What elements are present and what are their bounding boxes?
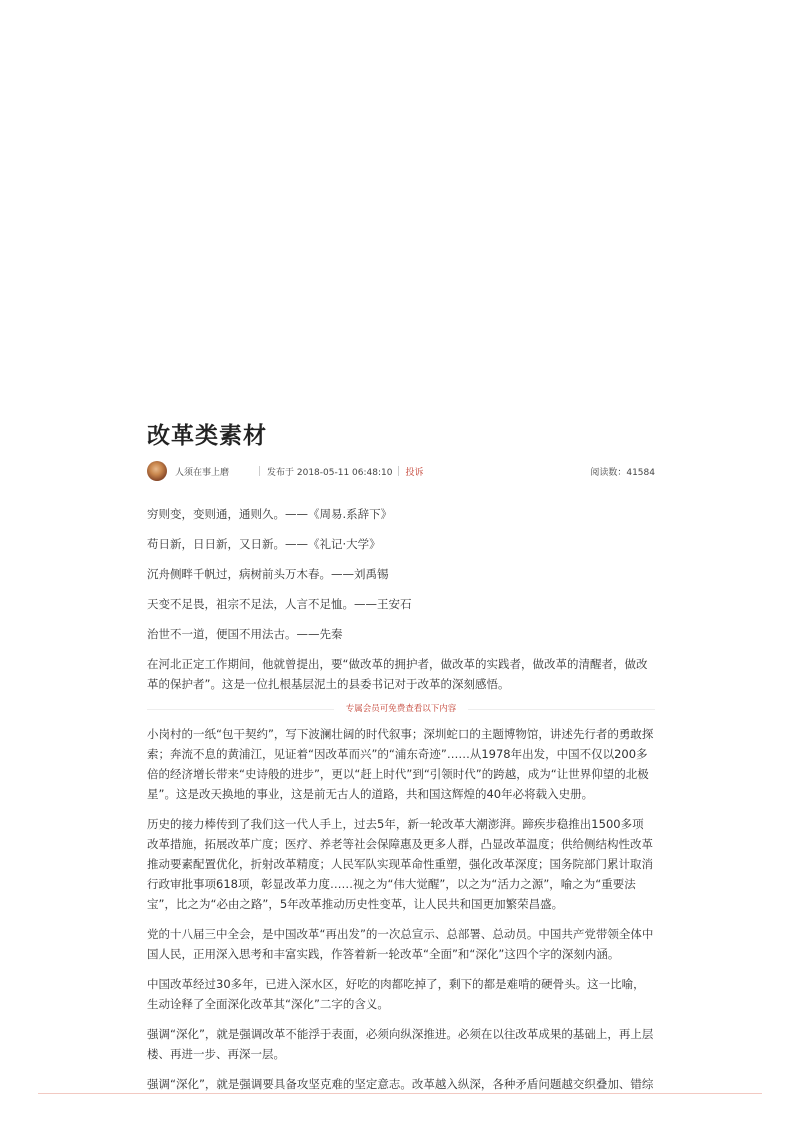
divider-line bbox=[468, 709, 655, 710]
article-meta bbox=[147, 460, 655, 482]
article bbox=[147, 420, 655, 1104]
author-name[interactable]: 人须在事上磨 bbox=[175, 467, 230, 478]
paragraph: 苟日新，日日新，又日新。——《礼记·大学》 bbox=[147, 537, 381, 551]
divider-line bbox=[147, 709, 334, 710]
author-avatar[interactable] bbox=[147, 461, 167, 481]
paragraph: 天变不足畏，祖宗不足法，人言不足恤。——王安石 bbox=[147, 597, 412, 611]
paragraph: 强调“深化”，就是强调要具备攻坚克难的坚定意志。改革越入纵深，各种矛盾问题越交织叠加、错综 bbox=[147, 1077, 654, 1091]
member-notice[interactable]: 专属会员可免费查看以下内容 bbox=[345, 704, 457, 714]
paragraph: 党的十八届三中全会，是中国改革“再出发”的一次总宣示、总部署、总动员。中国共产党带领全体中国人民，正用深入思考和丰富实践，作答着新一轮改革“全面”和“深化”这四个字的深刻内涵。 bbox=[147, 927, 654, 961]
page-bottom-mask bbox=[0, 1094, 800, 1132]
paragraph: 历史的接力棒传到了我们这一代人手上，过去5年，新一轮改革大潮澎湃。蹄疾步稳推出1500多项改革措施，拓展改革广度；医疗、养老等社会保障惠及更多人群，凸显改革温度；供给侧结构性改革推动要素配置优化，折射改革精度；人民军队实现革命性重塑，强化改革深度；国务院部门累计取消行政审批事项618项，彰显改革力度……视之为“伟大觉醒”，以之为“活力之源”，喻之为“重要法宝”，比之为“必由之路”，5年改革推动历史性变革，让人民共和国更加繁荣昌盛。 bbox=[147, 817, 653, 911]
member-content-divider bbox=[147, 702, 655, 716]
paragraph: 穷则变，变则通，通则久。——《周易.系辞下》 bbox=[147, 507, 393, 521]
paragraph: 中国改革经过30多年，已进入深水区，好吃的肉都吃掉了，剩下的都是难啃的硬骨头。这一比喻，生动诠释了全面深化改革其“深化”二字的含义。 bbox=[147, 977, 645, 1011]
paragraph: 强调“深化”，就是强调改革不能浮于表面，必须向纵深推进。必须在以往改革成果的基础上，再上层楼、再进一步、再深一层。 bbox=[147, 1027, 654, 1061]
meta-divider bbox=[398, 466, 399, 476]
article-body bbox=[147, 504, 655, 1094]
paragraph: 治世不一道，便国不用法古。——先秦 bbox=[147, 627, 343, 641]
read-count: 阅读数：41584 bbox=[590, 467, 655, 478]
publish-date: 发布于 2018-05-11 06:48:10 bbox=[267, 467, 393, 478]
paragraph: 在河北正定工作期间，他就曾提出，要“做改革的拥护者，做改革的实践者，做改革的清醒者，做改革的保护者”。这是一位扎根基层泥土的县委书记对于改革的深刻感悟。 bbox=[147, 657, 648, 691]
report-link[interactable]: 投诉 bbox=[405, 467, 424, 478]
paragraph: 沉舟侧畔千帆过，病树前头万木春。——刘禹锡 bbox=[147, 567, 389, 581]
paragraph: 小岗村的一纸“包干契约”，写下波澜壮阔的时代叙事；深圳蛇口的主题博物馆，讲述先行者的勇敢探索；奔流不息的黄浦江，见证着“因改革而兴”的“浦东奇迹”……从1978年出发，中国不仅以200多倍的经济增长带来“史诗般的进步”，更以“赶上时代”到“引领时代”的跨越，成为“让世界仰望的北极星”。这是改天换地的事业，这是前无古人的道路，共和国这辉煌的40年必将载入史册。 bbox=[147, 727, 654, 801]
meta-divider bbox=[259, 466, 260, 476]
article-title: 改革类素材 bbox=[147, 423, 267, 449]
